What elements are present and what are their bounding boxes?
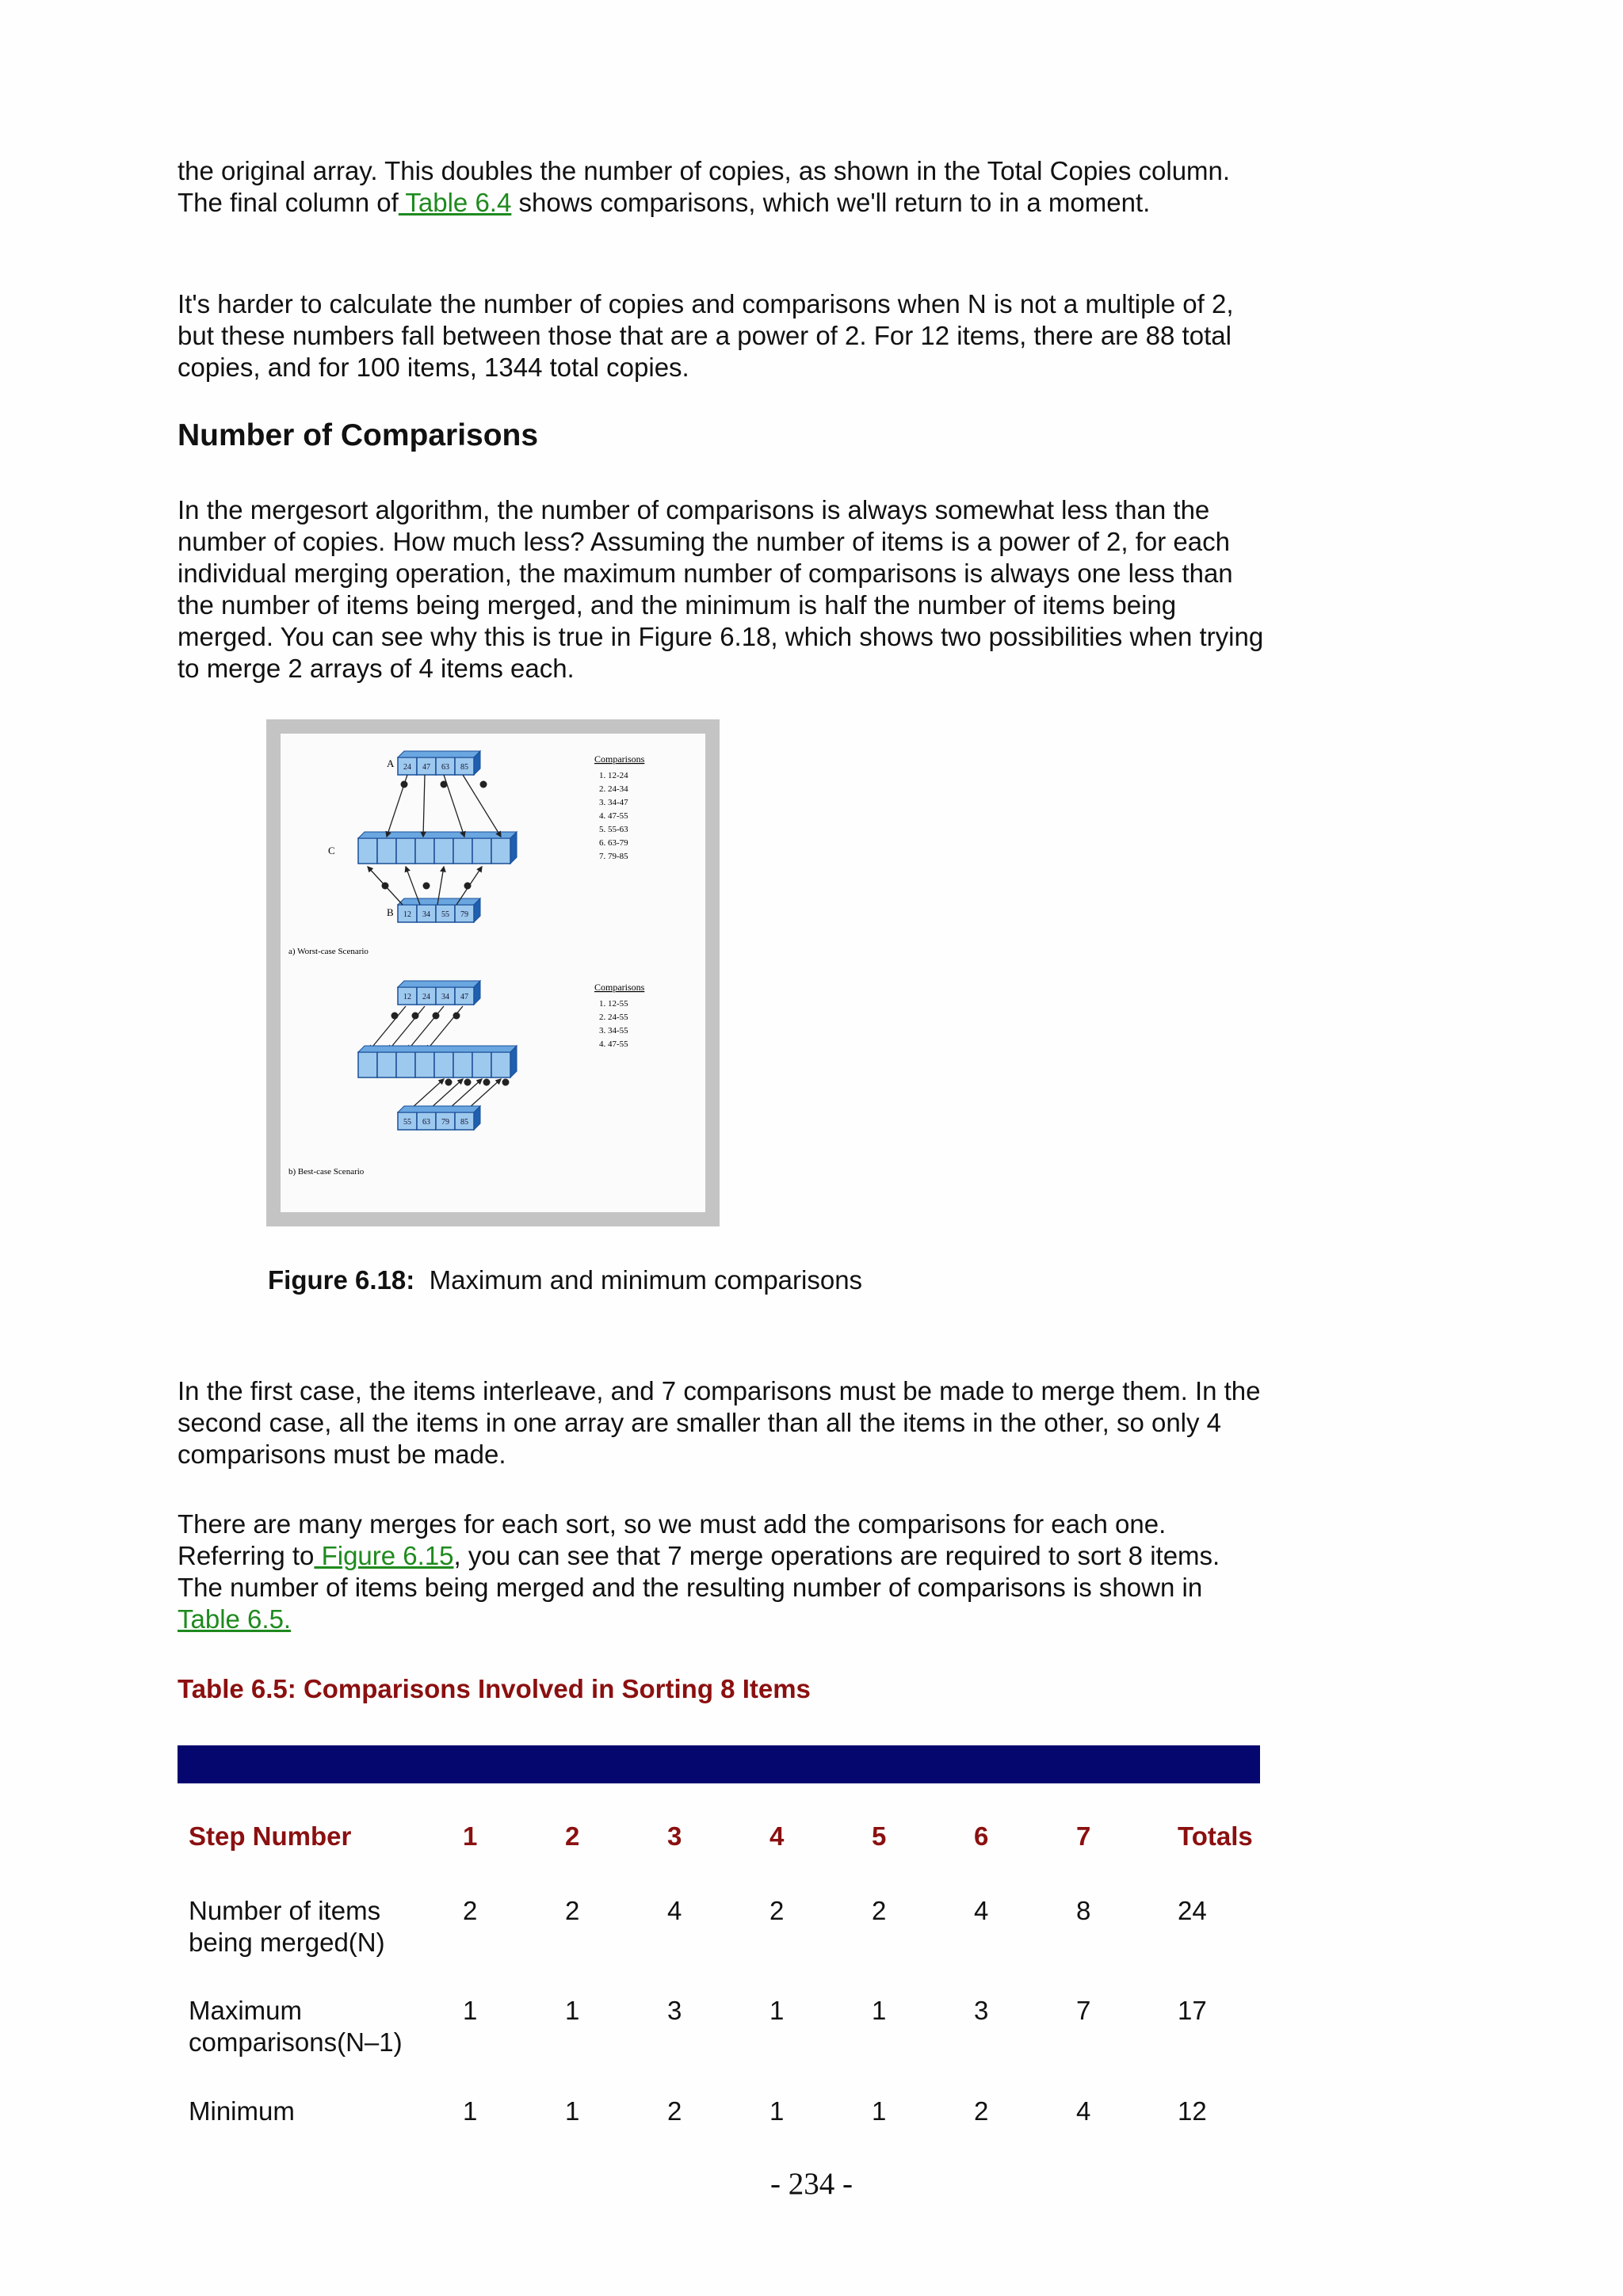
best-array-a-value: 34: [441, 992, 449, 1001]
table-cell: 1: [565, 2096, 580, 2126]
table-cell: 7: [1076, 1996, 1091, 2025]
paragraph-cases: In the first case, the items interleave, and 7 comparisons must be made to merge them. In the second case, all the items in one array are smaller than all the items in the other, so only 4 comparisons must be made.: [178, 1376, 1261, 1469]
table-cell: 12: [1178, 2096, 1207, 2126]
paragraph-intro: [178, 155, 1271, 219]
table-cell: 4: [974, 1896, 989, 1925]
label-b: B: [387, 906, 394, 918]
table-cell: 8: [1076, 1896, 1091, 1925]
comparison-item: 4. 47-55: [599, 811, 628, 821]
comparisons-title: Comparisons: [594, 982, 645, 993]
comparison-item: 2. 24-34: [599, 784, 628, 794]
paragraph-text: There are many merges for each sort, so we must add the comparisons for each one. Referring to: [178, 1509, 1167, 1570]
comparison-item: 2. 24-55: [599, 1013, 628, 1022]
paragraph-merges: [178, 1508, 1271, 1635]
table-header-cell: 3: [667, 1821, 682, 1851]
best-array-c-cell: [358, 1052, 377, 1077]
table-cell: 2: [769, 1896, 785, 1925]
row-label: being merged(N): [189, 1928, 385, 1957]
figure-6-15-link[interactable]: Figure 6.15: [314, 1541, 454, 1570]
table-cell: 24: [1178, 1896, 1207, 1925]
comparison-item: 4. 47-55: [599, 1039, 628, 1049]
best-array-b-value: 79: [441, 1117, 449, 1127]
worst-array-b-value: 55: [441, 910, 449, 919]
table-cell: 3: [974, 1996, 989, 2025]
caption-label: Figure 6.18:: [268, 1265, 415, 1295]
comparison-dot: [423, 883, 430, 890]
merge-arrow: [411, 1079, 444, 1109]
best-array-c-cell: [434, 1052, 453, 1077]
table-header-cell: Totals: [1178, 1821, 1253, 1851]
comparison-item: 1. 12-24: [599, 771, 628, 780]
worst-array-c-cell: [358, 838, 377, 864]
best-array-c-cell: [377, 1052, 396, 1077]
comparison-item: 3. 34-55: [599, 1026, 628, 1035]
table-cell: 1: [565, 1996, 580, 2025]
table-cell: 1: [872, 2096, 887, 2126]
table-cell: 1: [463, 2096, 478, 2126]
best-case-label: b) Best-case Scenario: [288, 1167, 365, 1177]
table-header-cell: 5: [872, 1821, 887, 1851]
comparison-dot: [483, 1079, 491, 1086]
best-array-c-cell: [396, 1052, 415, 1077]
worst-array-a-value: 47: [422, 762, 430, 772]
merge-arrow: [407, 1006, 444, 1051]
table-cell: 1: [463, 1996, 478, 2025]
table-cell: 17: [1178, 1996, 1207, 2025]
comparison-dot: [480, 781, 487, 788]
comparison-dot: [445, 1079, 453, 1086]
table-cell: 2: [974, 2096, 989, 2126]
worst-array-c-cell: [453, 838, 472, 864]
table-header-cell: 2: [565, 1821, 580, 1851]
comparison-item: 5. 55-63: [599, 825, 628, 834]
figure-6-18: [266, 719, 720, 1226]
table-6-5-link[interactable]: Table 6.5.: [178, 1604, 292, 1634]
caption-text: Maximum and minimum comparisons: [429, 1265, 863, 1295]
table-header-bar: [178, 1745, 1260, 1783]
table-cell: 2: [463, 1896, 478, 1925]
merge-arrow: [368, 867, 403, 905]
merge-arrow: [387, 775, 407, 837]
table-title: Table 6.5: Comparisons Involved in Sorting 8 Items: [178, 1674, 811, 1703]
table-cell: 4: [667, 1896, 682, 1925]
best-array-a-value: 12: [403, 992, 411, 1001]
comparison-item: 3. 34-47: [599, 798, 628, 807]
best-array-b-value: 55: [403, 1117, 411, 1127]
table-cell: 3: [667, 1996, 682, 2025]
table-header-cell: Step Number: [189, 1821, 352, 1851]
paragraph-comparisons: In the mergesort algorithm, the number of comparisons is always somewhat less than the number of copies. How much less? Assuming the number of items is a power of 2, for each individual merging operation, the maximum number of comparisons is always one less than the number of items being merged, and the minimum is half the number of items being merged. You can see why this is true in Figure 6.18, which shows two possibilities when trying to merge 2 arrays of 4 items each.: [178, 495, 1264, 683]
merge-arrow: [423, 775, 425, 837]
row-label: comparisons(N–1): [189, 2027, 403, 2057]
table-cell: 2: [565, 1896, 580, 1925]
comparison-dot: [464, 1079, 472, 1086]
comparison-item: 1. 12-55: [599, 999, 628, 1009]
comparison-item: 6. 63-79: [599, 838, 628, 848]
merge-arrow: [426, 1006, 463, 1051]
best-array-b-top: [398, 1106, 480, 1112]
table-header-cell: 6: [974, 1821, 989, 1851]
table-header-cell: 1: [463, 1821, 478, 1851]
row-label: Minimum: [189, 2096, 295, 2126]
best-array-a-top: [398, 981, 480, 987]
best-array-a-value: 24: [422, 992, 430, 1001]
comparisons-title: Comparisons: [594, 753, 645, 765]
label-c: C: [328, 845, 335, 856]
row-label: Number of items: [189, 1896, 381, 1925]
worst-array-c-cell: [377, 838, 396, 864]
worst-array-b-top: [398, 898, 480, 905]
section-heading: Number of Comparisons: [178, 418, 539, 452]
best-array-a-value: 47: [460, 992, 468, 1001]
comparison-dot: [391, 1013, 399, 1020]
comparison-dot: [502, 1079, 510, 1086]
worst-array-b-value: 79: [460, 910, 468, 919]
best-array-c-cell: [491, 1052, 510, 1077]
table-cell: 1: [872, 1996, 887, 2025]
worst-array-a-value: 24: [403, 762, 411, 772]
worst-array-c-cell: [415, 838, 434, 864]
table-header-cell: 7: [1076, 1821, 1091, 1851]
worst-case-label: a) Worst-case Scenario: [288, 947, 369, 956]
worst-array-a-value: 85: [460, 762, 468, 772]
worst-array-c-cell: [396, 838, 415, 864]
table-header-cell: 4: [769, 1821, 785, 1851]
worst-array-a-top: [398, 751, 480, 757]
merge-diagram: [281, 734, 705, 1212]
best-array-b-value: 85: [460, 1117, 468, 1127]
worst-array-c-cell: [434, 838, 453, 864]
worst-array-c-cell: [472, 838, 491, 864]
table-cell: 4: [1076, 2096, 1091, 2126]
table-6-4-link[interactable]: Table 6.4: [398, 188, 512, 217]
paragraph-text: shows comparisons, which we'll return to in a moment.: [511, 188, 1151, 217]
paragraph-text: the original array. This doubles the number of copies, as shown in the Total Copies column. The final column of: [178, 156, 1231, 217]
worst-array-b-value: 34: [422, 910, 430, 919]
worst-array-c-top: [358, 832, 517, 838]
merge-arrow: [369, 1006, 406, 1051]
worst-array-c-cell: [491, 838, 510, 864]
table-cell: 1: [769, 2096, 785, 2126]
comparison-item: 7. 79-85: [599, 852, 628, 861]
table-cell: 2: [667, 2096, 682, 2126]
table-cell: 2: [872, 1896, 887, 1925]
label-a: A: [387, 757, 395, 769]
merge-arrow: [444, 775, 464, 837]
best-array-c-cell: [415, 1052, 434, 1077]
row-label: Maximum: [189, 1996, 303, 2025]
best-array-c-top: [358, 1046, 517, 1052]
table-cell: 1: [769, 1996, 785, 2025]
best-array-c-cell: [472, 1052, 491, 1077]
best-array-c-cell: [453, 1052, 472, 1077]
paragraph-copies: It's harder to calculate the number of copies and comparisons when N is not a multiple of 2, but these numbers fall between those that are a power of 2. For 12 items, there are 88 total copies, and for 100 items, 1344 total copies.: [178, 289, 1234, 382]
page-number: - 234 -: [770, 2167, 853, 2201]
worst-array-b-value: 12: [403, 910, 411, 919]
best-array-b-value: 63: [422, 1117, 430, 1127]
paragraph-text: , you can see that 7 merge operations are required to sort 8 items. The number of items being merged and the resulting number of comparisons is shown in: [178, 1541, 1220, 1602]
figure-caption: [268, 1264, 862, 1296]
worst-array-a-value: 63: [441, 762, 449, 772]
